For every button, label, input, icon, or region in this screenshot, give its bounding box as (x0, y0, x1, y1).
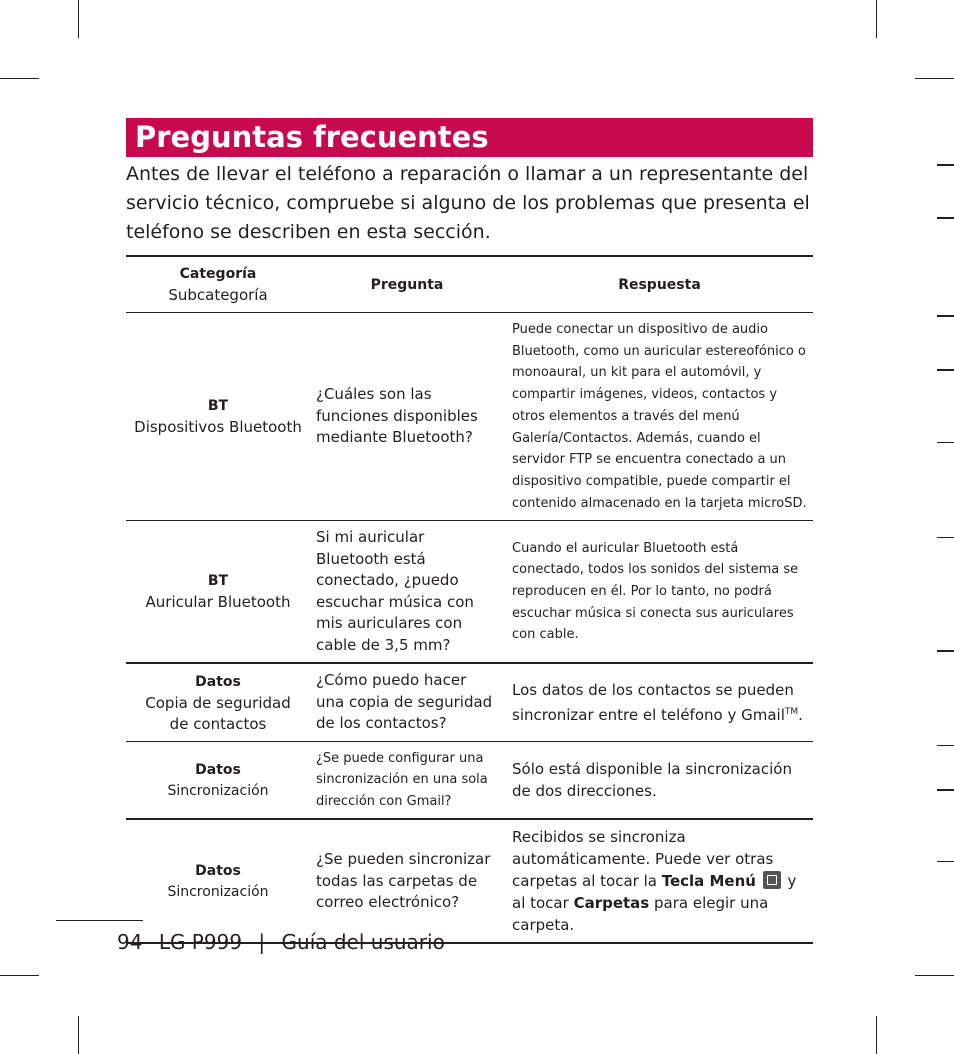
section-tab-tick (937, 745, 954, 746)
section-tab-tick (937, 650, 954, 652)
question-cell: ¿Se pueden sincronizar todas las carpetas de correo electrónico? (316, 850, 491, 912)
answer-cell (504, 819, 813, 943)
subcategory-name: Auricular Bluetooth (145, 593, 291, 612)
crop-mark (78, 1016, 79, 1054)
crop-mark (876, 0, 877, 38)
subcategory-name: Copia de seguridad de contactos (145, 693, 291, 733)
section-tab-tick (937, 217, 954, 219)
section-tab-tick (937, 861, 954, 862)
crop-mark (876, 1016, 877, 1054)
table-row (126, 521, 813, 664)
answer-cell: Cuando el auricular Bluetooth está conectado, todos los sonidos del sistema se reproducen en él. Por lo tanto, no podrá escuchar música si conecta sus auriculares con cable. (512, 540, 799, 643)
page-footer (117, 928, 455, 956)
answer-end: . (798, 706, 803, 725)
page-number: 94 (117, 930, 143, 954)
answer-text: y al tocar (512, 872, 797, 913)
category-name: BT (207, 573, 229, 590)
header-answer: Respuesta (618, 276, 701, 293)
category-name: Datos (195, 761, 241, 778)
category-cell (126, 663, 308, 741)
answer-text: Recibidos se sincroniza automáticamente. Puede ver otras carpetas al tocar la (512, 828, 774, 891)
category-cell (126, 741, 308, 819)
category-name: Datos (195, 862, 241, 879)
section-tab-tick (937, 369, 954, 371)
menu-key-icon (763, 871, 781, 889)
question-cell: ¿Cómo puedo hacer una copia de seguridad de los contactos? (316, 671, 493, 733)
question-cell: ¿Cuáles son las funciones disponibles mediante Bluetooth? (316, 385, 478, 447)
header-category: Categoría (179, 266, 257, 282)
section-tab-tick (937, 442, 954, 443)
model-name: LG P999 (158, 930, 243, 954)
subcategory-name: Sincronización (167, 883, 269, 900)
category-cell (126, 313, 308, 521)
subcategory-name: Sincronización (167, 782, 269, 799)
crop-mark (0, 78, 39, 79)
intro-paragraph: Antes de llevar el teléfono a reparación o llamar a un representante del servicio técnico, compruebe si alguno de los problemas que presenta el teléfono se describen en esta sección. (126, 163, 810, 243)
question-cell: Si mi auricular Bluetooth está conectado, ¿puedo escuchar música con mis auriculares con cable de 3,5 mm? (316, 528, 474, 654)
category-cell (126, 521, 308, 664)
table-row (126, 313, 813, 521)
menu-key-label: Tecla Menú (661, 872, 756, 891)
table-row (126, 741, 813, 819)
header-category-cell (126, 256, 308, 313)
section-tab-tick (937, 537, 954, 538)
answer-cell: Sólo está disponible la sincronización de dos direcciones. (512, 760, 792, 801)
crop-mark (78, 0, 79, 38)
answer-text: Los datos de los contactos se pueden sincronizar entre el teléfono y Gmail (512, 681, 794, 725)
answer-cell (504, 663, 813, 741)
footer-separator: | (258, 930, 266, 954)
crop-mark (915, 975, 954, 976)
page-title: Preguntas frecuentes (135, 120, 489, 154)
category-name: BT (207, 398, 229, 415)
footer-rule (56, 920, 143, 921)
category-name: Datos (195, 673, 241, 690)
header-subcategory: Subcategoría (168, 286, 268, 304)
guide-name: Guía del usuario (281, 930, 445, 954)
crop-mark (915, 78, 954, 79)
answer-text: para elegir una carpeta. (512, 894, 769, 935)
subcategory-name: Dispositivos Bluetooth (134, 418, 302, 437)
section-tab-tick (937, 164, 954, 166)
folders-label: Carpetas (573, 894, 650, 913)
table-row (126, 663, 813, 741)
section-tab-tick (937, 315, 954, 317)
section-tab-tick (937, 789, 954, 791)
table-row (126, 819, 813, 943)
trademark-mark: TM (784, 707, 799, 718)
question-cell: ¿Se puede configurar una sincronización en una sola dirección con Gmail? (316, 750, 488, 809)
faq-table (126, 255, 813, 944)
crop-mark (0, 975, 39, 976)
table-header-row (126, 256, 813, 313)
category-cell (126, 819, 308, 943)
header-question: Pregunta (370, 276, 444, 293)
answer-cell: Puede conectar un dispositivo de audio Bluetooth, como un auricular estereofónico o monoaural, un kit para el automóvil, y compartir imágenes, videos, contactos y otros elementos a través del menú Galería/Contactos. Además, cuando el servidor FTP se encuentra conectado a un dispositivo compatible, puede compartir el contenido almacenado en la tarjeta microSD. (512, 322, 807, 511)
section-title-bar (126, 118, 813, 157)
